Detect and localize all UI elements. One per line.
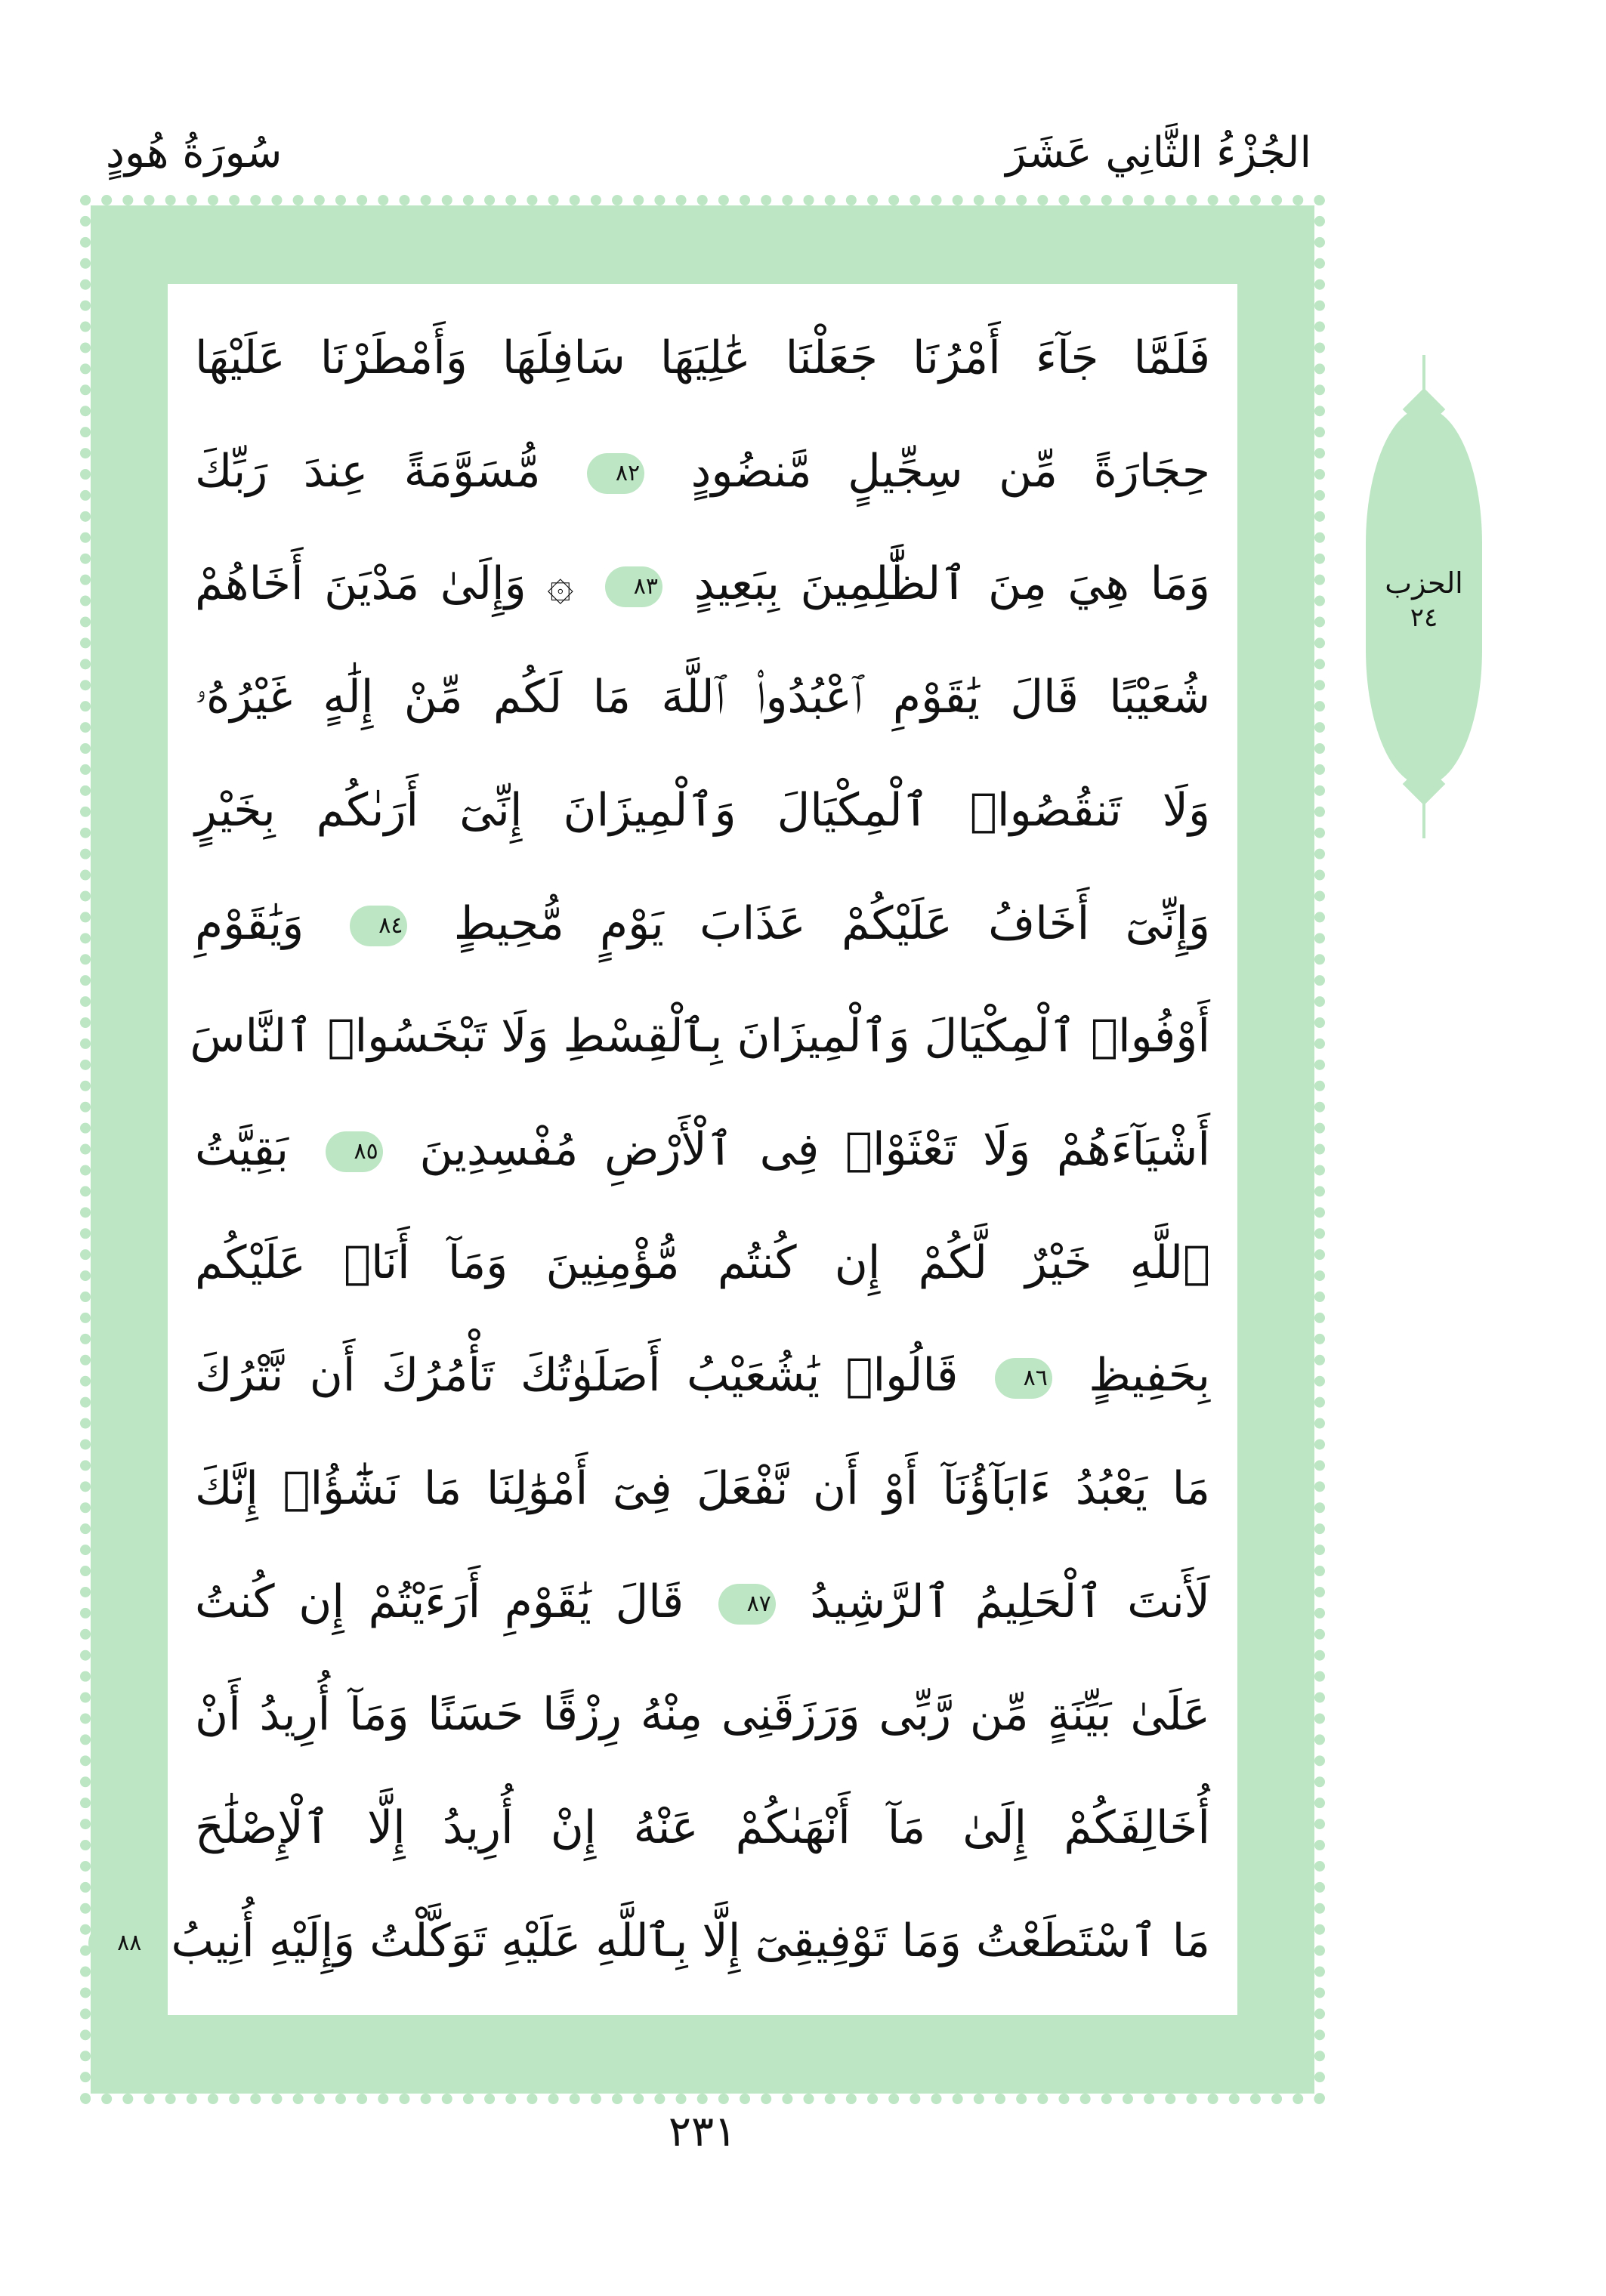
ayah-number-marker: ٨٦ (995, 1358, 1052, 1399)
verse-text: ۞ وَإِلَىٰ مَدْيَنَ أَخَاهُمْ (195, 557, 574, 611)
verse-line (195, 1332, 1210, 1419)
verse-text: قَالُوا۟ يَٰشُعَيْبُ أَصَلَوٰتُكَ تَأْمُرُكَ أَن نَّتْرُكَ (195, 1349, 959, 1403)
verse-line (195, 653, 1210, 741)
ayah-number-marker: ٨٢ (587, 453, 644, 494)
verse-line (195, 1558, 1210, 1646)
ayah-number-marker: ٨٤ (350, 906, 407, 946)
verse-line (195, 427, 1210, 515)
verse-text: أُخَالِفَكُمْ إِلَىٰ مَآ أَنْهَىٰكُمْ عَنْهُ إِنْ أُرِيدُ إِلَّا ٱلْإِصْلَٰحَ (195, 1801, 1210, 1855)
verse-line (195, 314, 1210, 402)
verse-line (195, 540, 1210, 628)
hizb-label: الحزب (1385, 566, 1463, 600)
text-area (117, 284, 1237, 2015)
page-number: ٢٣١ (668, 2107, 737, 2156)
verse-text: مُّسَوَّمَةً عِندَ رَبِّكَ (195, 444, 541, 498)
verse-text: حِجَارَةً مِّن سِجِّيلٍ مَّنضُودٍ (690, 444, 1210, 498)
verse-line (195, 767, 1210, 854)
verse-text: أَشْيَآءَهُمْ وَلَا تَعْثَوْا۟ فِى ٱلْأَرْضِ مُفْسِدِينَ (419, 1122, 1211, 1176)
ayah-number-marker: ٨٣ (605, 566, 662, 607)
verse-text: مَا يَعْبُدُ ءَابَآؤُنَآ أَوْ أَن نَّفْعَلَ فِىٓ أَمْوَٰلِنَا مَا نَشَٰٓؤُا۟ إِنَّكَ (195, 1462, 1210, 1516)
ayah-number-marker: ٨٨ (88, 1923, 146, 1964)
verse-text: فَلَمَّا جَآءَ أَمْرُنَا جَعَلْنَا عَٰلِيَهَا سَافِلَهَا وَأَمْطَرْنَا عَلَيْهَا (195, 332, 1210, 384)
verse-line (195, 1784, 1210, 1872)
hizb-medallion (1366, 408, 1482, 785)
verse-text: وَلَا تَنقُصُوا۟ ٱلْمِكْيَالَ وَٱلْمِيزَانَ إِنِّىٓ أَرَىٰكُم بِخَيْرٍ (195, 783, 1210, 837)
verse-line (195, 1671, 1210, 1758)
verse-text: ٱللَّهِ خَيْرٌ لَّكُمْ إِن كُنتُم مُّؤْمِنِينَ وَمَآ أَنَا۠ عَلَيْكُم (195, 1236, 1210, 1289)
verse-text: وَإِنِّىٓ أَخَافُ عَلَيْكُمْ عَذَابَ يَوْمٍ مُّحِيطٍ (453, 896, 1210, 950)
ayah-number-marker: ٨٧ (718, 1584, 776, 1625)
verse-text: وَمَا هِيَ مِنَ ٱلظَّٰلِمِينَ بِبَعِيدٍ (693, 557, 1211, 611)
verse-line (190, 992, 1210, 1080)
verse-line (195, 1106, 1210, 1193)
verse-text: قَالَ يَٰقَوْمِ أَرَءَيْتُمْ إِن كُنتُ (195, 1575, 684, 1628)
verse-lines (117, 314, 1237, 1985)
verse-text: وَيَٰقَوْمِ (195, 896, 304, 950)
verse-text: أَوْفُوا۟ ٱلْمِكْيَالَ وَٱلْمِيزَانَ بِٱلْقِسْطِ وَلَا تَبْخَسُوا۟ ٱلنَّاسَ (190, 1010, 1210, 1063)
verse-text: مَا ٱسْتَطَعْتُ وَمَا تَوْفِيقِىٓ إِلَّا بِٱللَّهِ عَلَيْهِ تَوَكَّلْتُ وَإِلَيْهِ أُنِيبُ (171, 1914, 1210, 1967)
ayah-number-marker: ٨٥ (326, 1131, 383, 1172)
hizb-ornament (1360, 355, 1488, 838)
verse-text: عَلَىٰ بَيِّنَةٍ مِّن رَّبِّى وَرَزَقَنِى مِنْهُ رِزْقًا حَسَنًا وَمَآ أُرِيدُ أَنْ (195, 1688, 1210, 1742)
verse-line (195, 1445, 1210, 1532)
hizb-number: ٢٤ (1410, 603, 1438, 633)
juz-title: الجُزْءُ الثَّانِي عَشَرَ (1005, 128, 1311, 177)
surah-title: سُورَةُ هُودٍ (106, 128, 283, 177)
verse-line (117, 1897, 1210, 1985)
verse-line (195, 1219, 1210, 1307)
verse-text: لَأَنتَ ٱلْحَلِيمُ ٱلرَّشِيدُ (810, 1575, 1210, 1628)
verse-line (195, 880, 1210, 967)
page-frame (91, 205, 1314, 2094)
verse-text: بِحَفِيظٍ (1089, 1349, 1211, 1403)
verse-text: شُعَيْبًا قَالَ يَٰقَوْمِ ٱعْبُدُوا۟ ٱللَّهَ مَا لَكُم مِّنْ إِلَٰهٍ غَيْرُهُۥ (195, 671, 1210, 724)
verse-text: بَقِيَّتُ (195, 1122, 289, 1176)
